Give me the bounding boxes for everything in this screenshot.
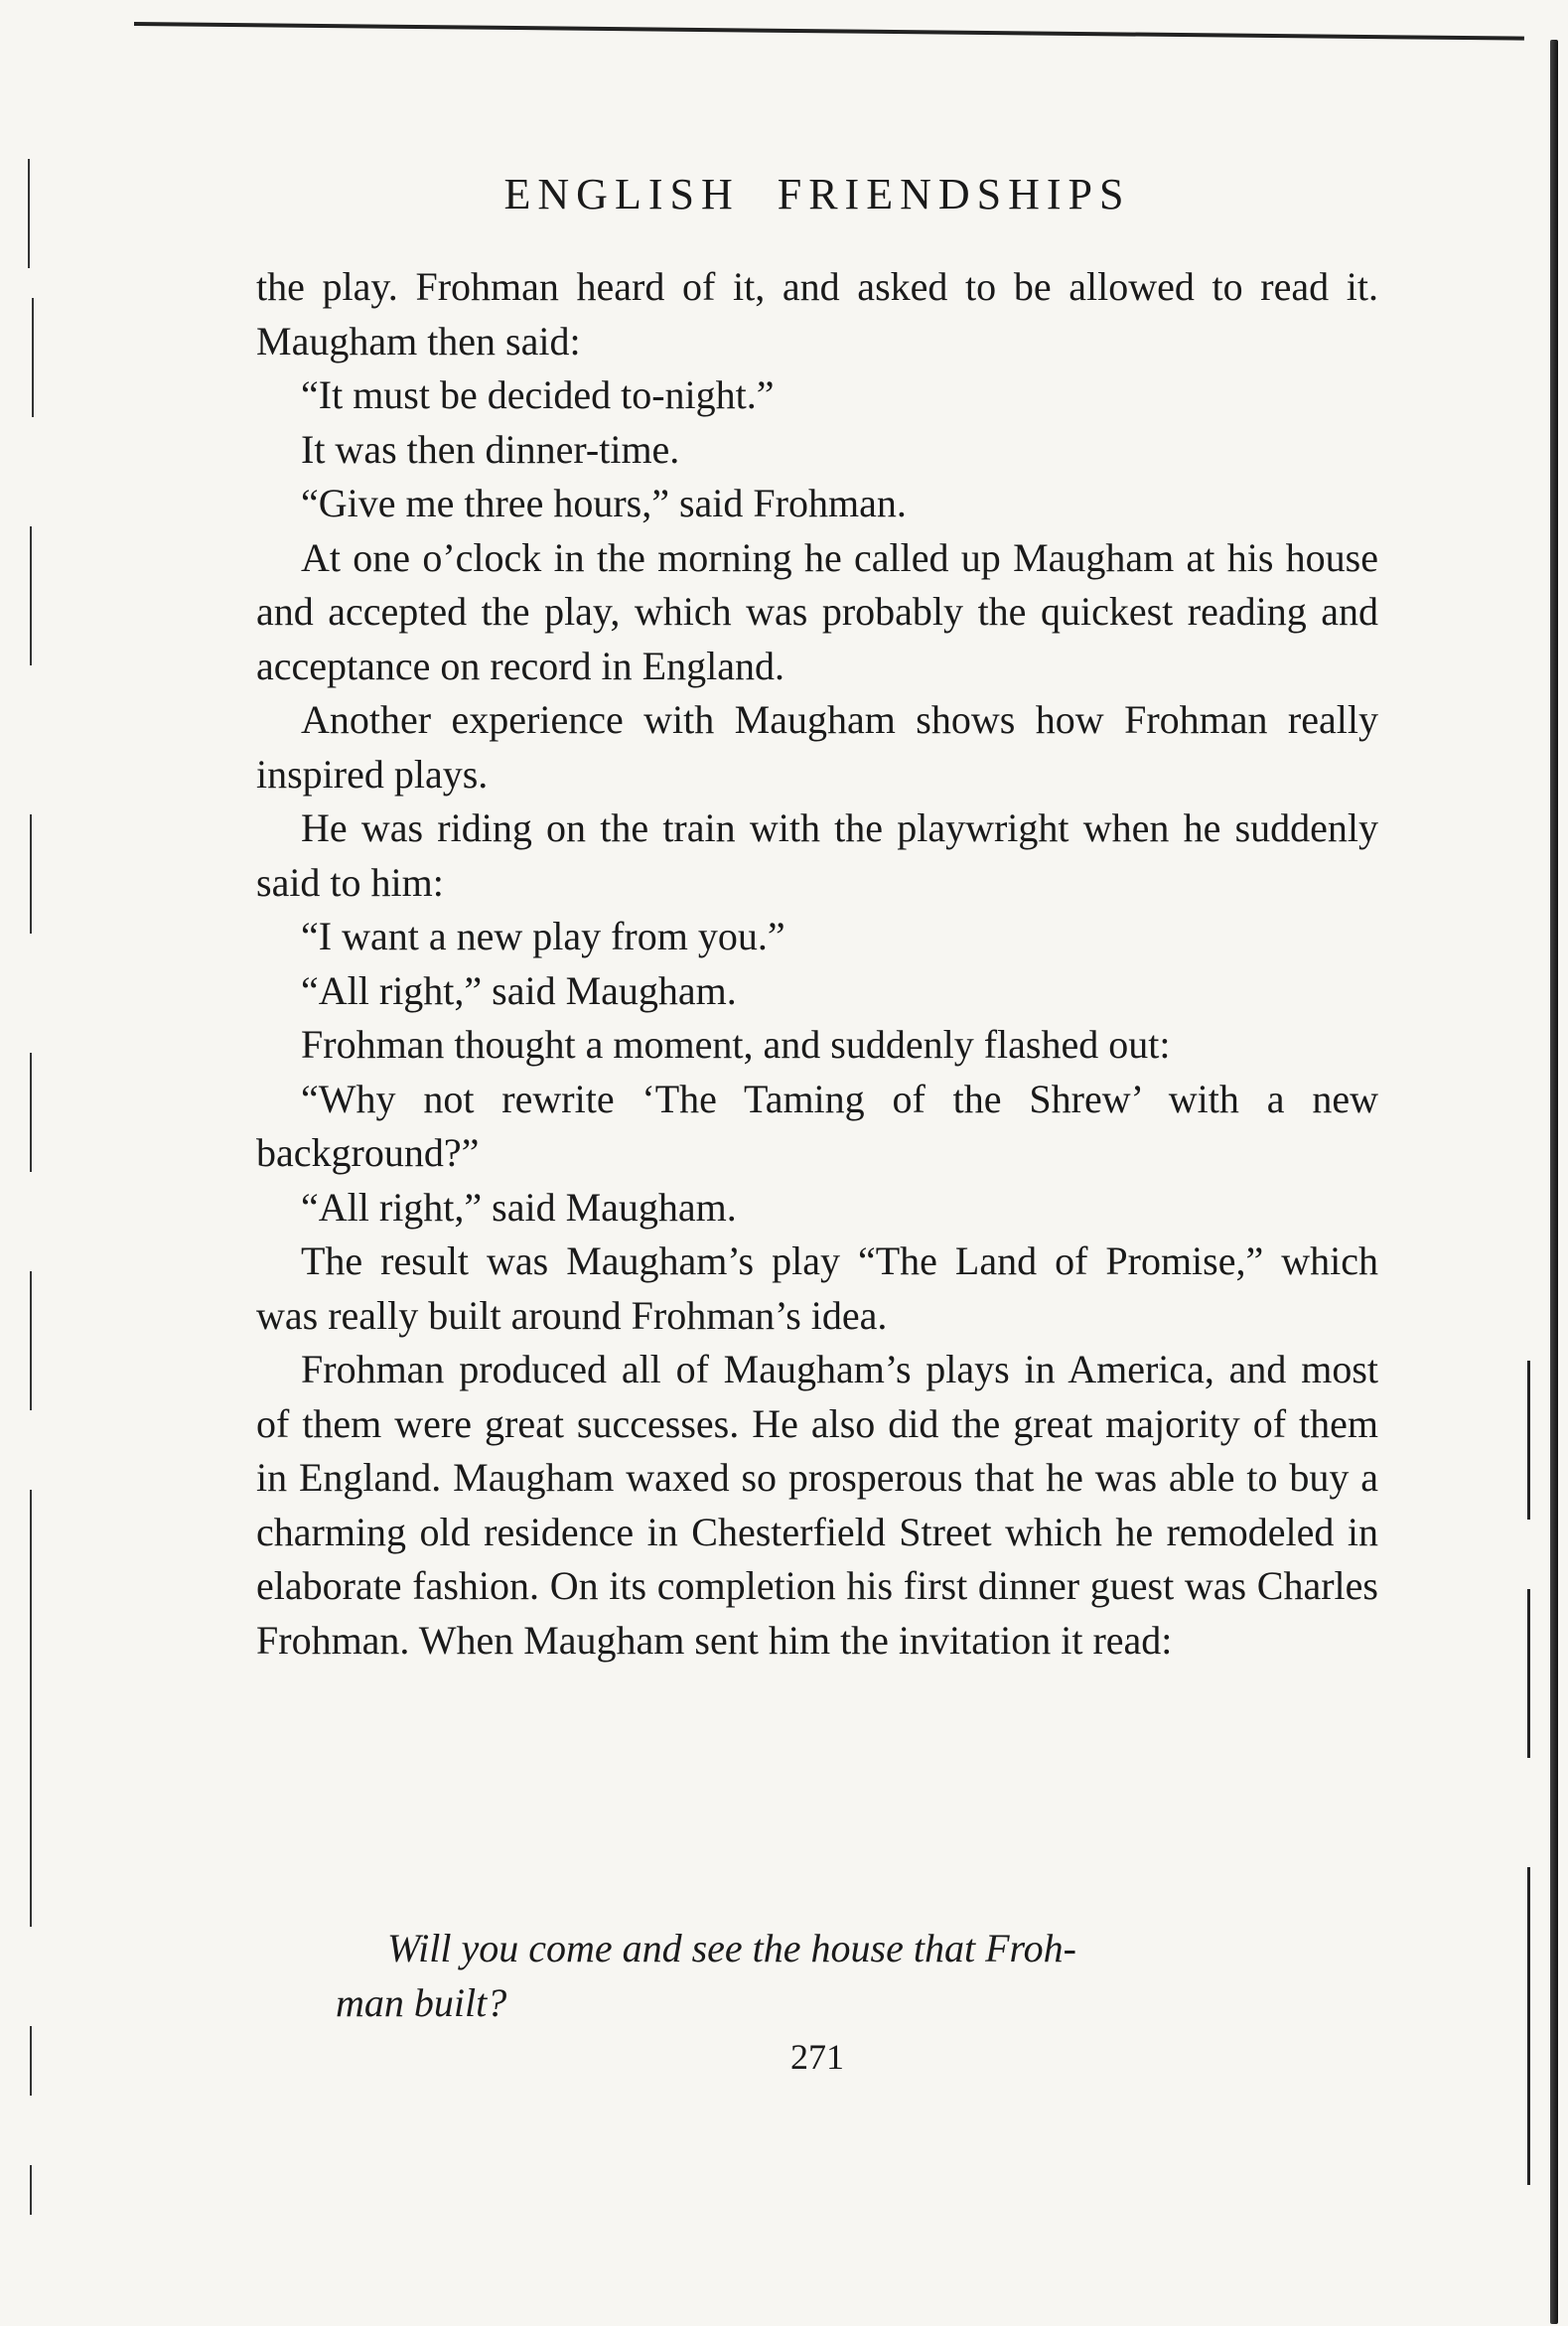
binding-mark xyxy=(30,1271,32,1410)
paragraph: “It must be decided to-night.” xyxy=(301,372,775,417)
paragraph: At one o’clock in the morning he called up Maugham at his house and accepted the play, which was probably the quickest reading and acceptance on record in England. xyxy=(256,534,1378,688)
paragraph: “Why not rewrite ‘The Taming of the Shrew’ with a new background?” xyxy=(256,1076,1378,1175)
page-number: 271 xyxy=(790,2037,844,2077)
binding-mark xyxy=(30,1490,32,1927)
running-head: ENGLISH FRIENDSHIPS xyxy=(503,170,1131,218)
invitation-line: Will you come and see the house that Froh- xyxy=(387,1926,1076,1970)
paragraph: He was riding on the train with the playwright when he suddenly said to him: xyxy=(256,805,1378,905)
paragraph: “All right,” said Maugham. xyxy=(301,1184,737,1230)
paragraph: Frohman thought a moment, and suddenly flashed out: xyxy=(301,1022,1171,1067)
paragraph: the play. Frohman heard of it, and asked to be allowed to read it. Maugham then said: xyxy=(256,264,1378,363)
paragraph: The result was Maugham’s play “The Land of Promise,” which was really built around Frohman’s idea. xyxy=(256,1238,1378,1338)
paragraph: “All right,” said Maugham. xyxy=(301,967,737,1013)
page-top-edge xyxy=(134,22,1524,41)
binding-mark xyxy=(30,1053,32,1172)
paragraph: “I want a new play from you.” xyxy=(301,914,785,958)
binding-mark xyxy=(32,298,34,417)
binding-mark xyxy=(1527,1589,1530,1758)
binding-mark xyxy=(30,2165,32,2215)
paragraph: Another experience with Maugham shows how Frohman really inspired plays. xyxy=(256,697,1378,797)
binding-mark xyxy=(30,2026,32,2096)
paragraph: It was then dinner-time. xyxy=(301,426,680,472)
paragraph: “Give me three hours,” said Frohman. xyxy=(301,481,907,525)
page-right-edge xyxy=(1550,40,1558,2324)
binding-mark xyxy=(1527,1867,1530,2185)
body-text xyxy=(256,260,1378,1668)
binding-mark xyxy=(1527,1361,1530,1520)
binding-mark xyxy=(30,526,32,665)
invitation-line: man built? xyxy=(336,1979,507,2025)
binding-mark xyxy=(30,814,32,934)
binding-mark xyxy=(28,159,30,268)
paragraph: Frohman produced all of Maugham’s plays in America, and most of them were great successes. He also did the great majority of them in England. Maugham waxed so prosperous that he was able to buy a charming old residence in Chesterfield Street which he remodeled in elaborate fashion. On its completion his first dinner guest was Charles Frohman. When Maugham sent him the invitation it read: xyxy=(256,1347,1378,1663)
quoted-invitation xyxy=(256,1922,1378,2030)
